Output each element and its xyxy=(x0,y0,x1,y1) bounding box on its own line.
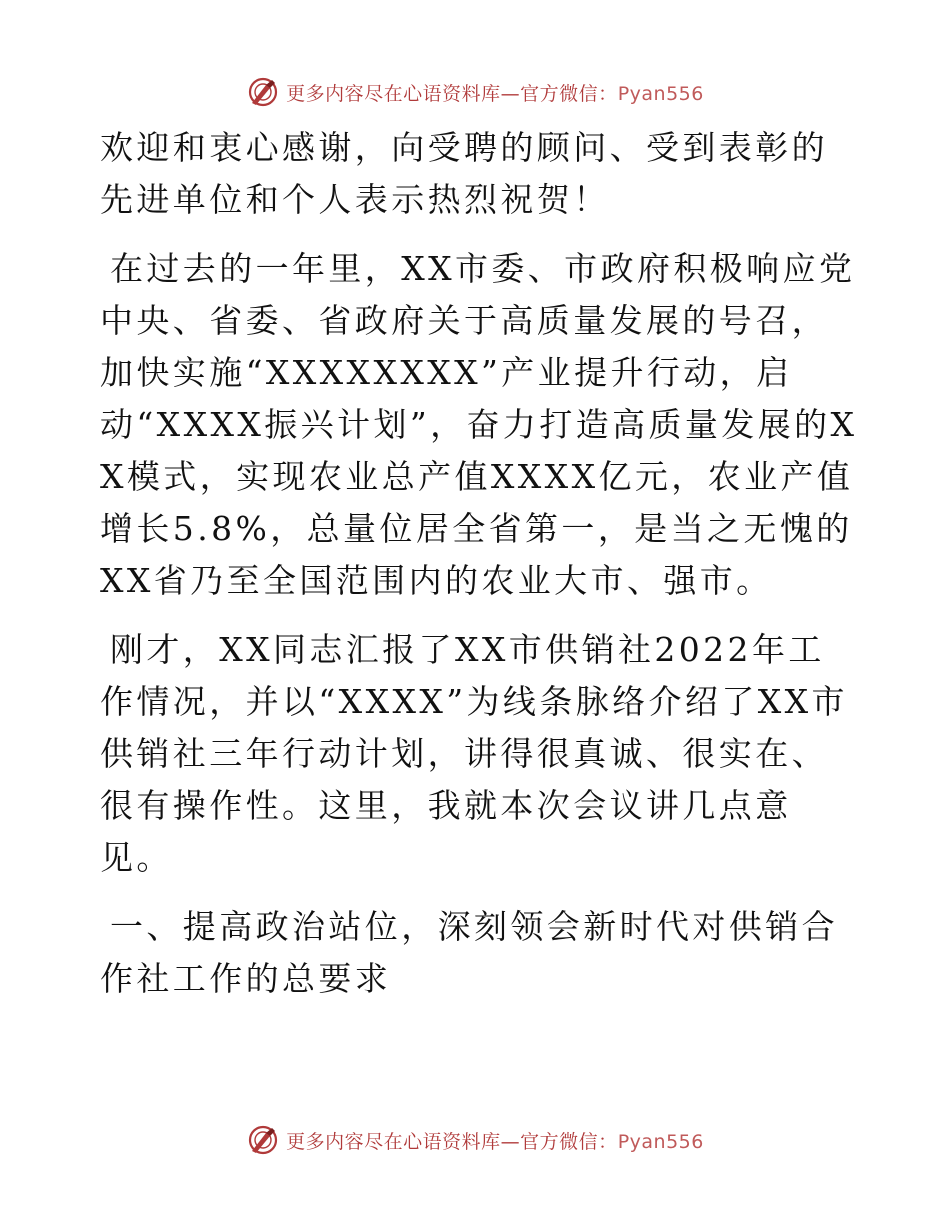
banner-text-line xyxy=(286,79,704,106)
pen-logo-icon xyxy=(246,75,280,109)
header-banner xyxy=(0,72,950,112)
banner-wechat-label: 官方微信： xyxy=(520,82,618,105)
paragraph-report: 刚才，XX同志汇报了XX市供销社2022年工作情况，并以“XXXX”为线条脉络介绍了XX市供销社三年行动计划，讲得很真诚、很实在、很有操作性。这里，我就本次会议讲几点意见。 xyxy=(100,630,848,877)
banner-wechat-label: 官方微信： xyxy=(520,1130,618,1153)
banner-title: 更多内容尽在心语资料库 xyxy=(286,82,501,105)
pen-logo-icon xyxy=(246,1123,280,1157)
banner-separator: — xyxy=(500,1130,521,1153)
section-heading-one: 一、提高政治站位，深刻领会新时代对供销合作社工作的总要求 xyxy=(100,907,838,998)
paragraph-closing-thanks: 欢迎和衷心感谢，向受聘的顾问、受到表彰的先进单位和个人表示热烈祝贺！ xyxy=(100,128,828,219)
banner-wechat-id: Pyan556 xyxy=(617,1130,704,1153)
banner-text-line xyxy=(286,1127,704,1154)
banner-separator: — xyxy=(500,82,521,105)
paragraph-past-year: 在过去的一年里，XX市委、市政府积极响应党中央、省委、省政府关于高质量发展的号召，加快实施“XXXXXXXX”产业提升行动，启动“XXXX振兴计划”，奋力打造高质量发展的XX模式，实现农业总产值XXXX亿元，农业产值增长5.8%，总量位居全省第一，是当之无愧的XX省乃至全国范围内的农业大市、强市。 xyxy=(100,249,858,600)
footer-banner xyxy=(0,1120,950,1160)
banner-wechat-id: Pyan556 xyxy=(617,82,704,105)
document-body xyxy=(100,122,860,1005)
banner-title: 更多内容尽在心语资料库 xyxy=(286,1130,501,1153)
